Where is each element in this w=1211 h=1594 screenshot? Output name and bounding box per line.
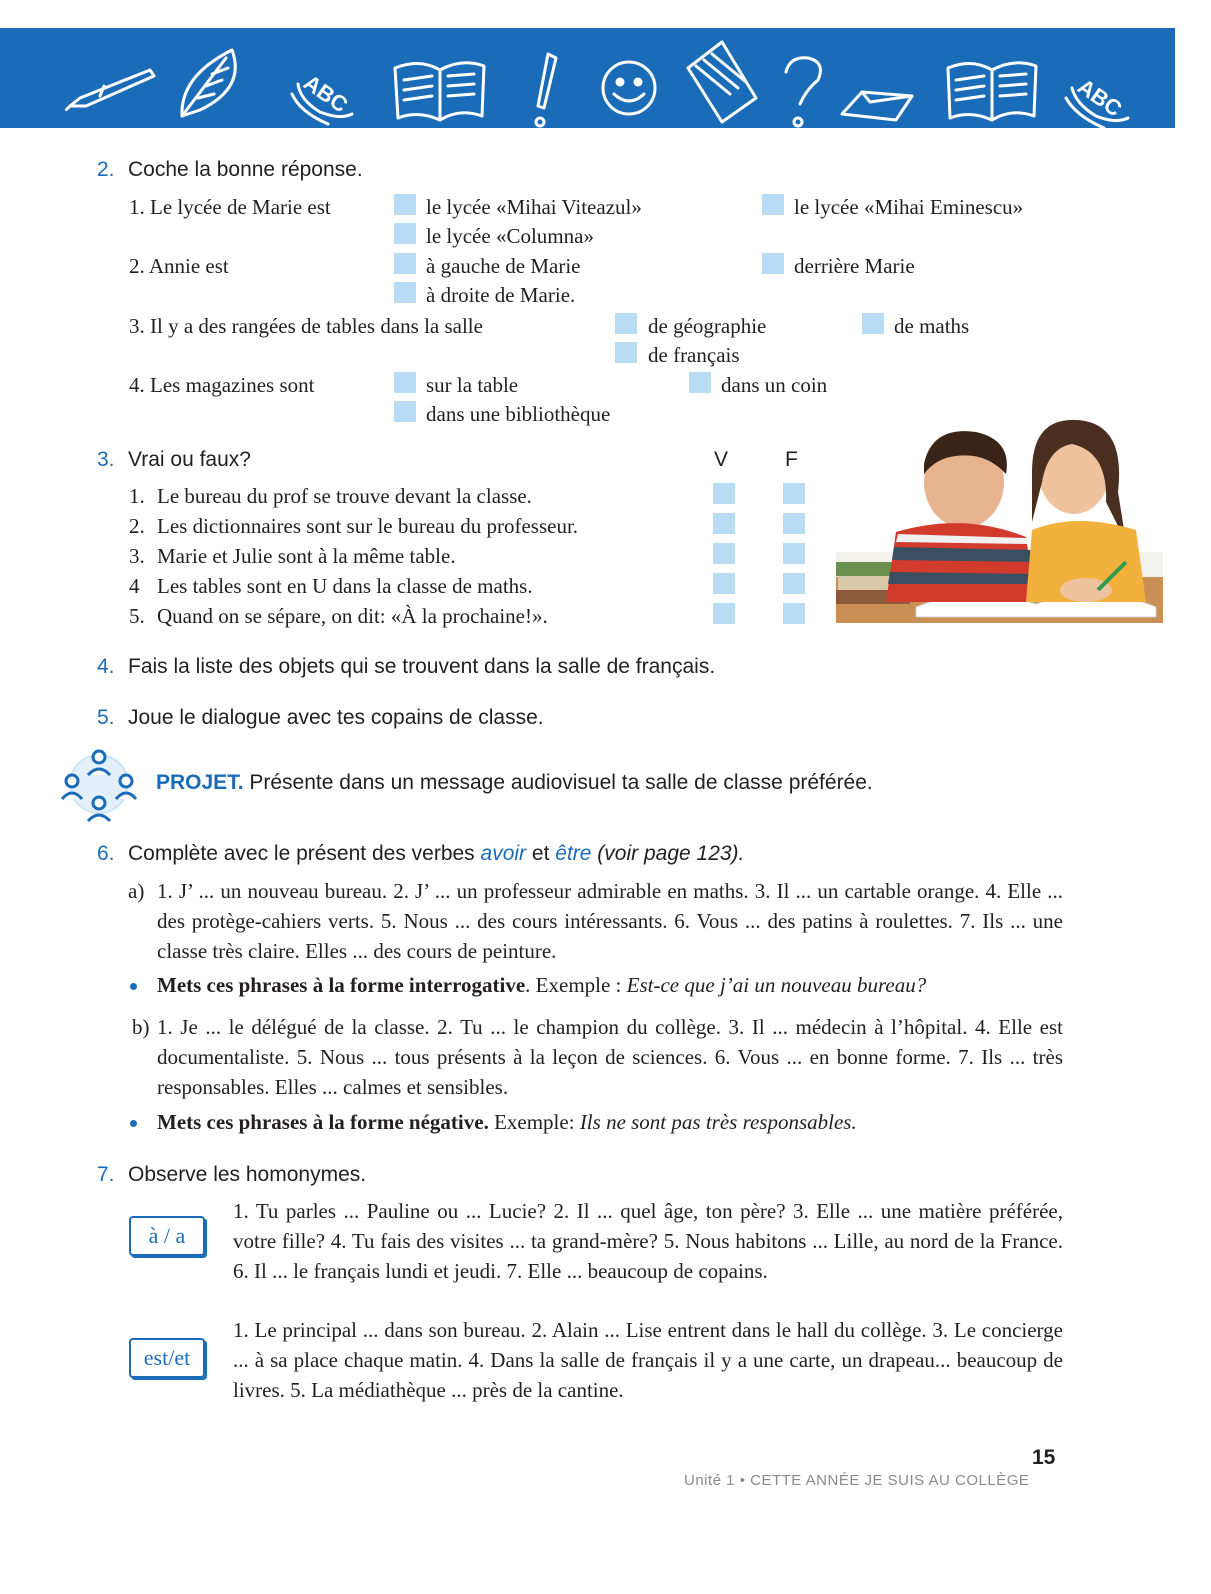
item-number: 4: [129, 574, 140, 598]
separator: •: [739, 1472, 746, 1489]
smiley-icon: [603, 62, 655, 114]
option-label: le lycée «Columna»: [426, 224, 594, 248]
paintbrush-icon: [66, 70, 154, 110]
question-stem: 1. Le lycée de Marie est: [129, 195, 331, 219]
instruction: [157, 970, 926, 1000]
example-text: Est-ce que j’ai un nouveau bureau?: [626, 973, 927, 997]
example-label: . Exemple :: [525, 973, 622, 997]
example-label: Exemple:: [494, 1110, 575, 1134]
column-header-faux: F: [785, 448, 798, 471]
homonym-box: à / a: [129, 1216, 205, 1256]
leaf-icon: [182, 50, 235, 116]
checkbox-faux[interactable]: [783, 483, 805, 504]
question-stem: 2. Annie est: [129, 254, 229, 278]
and-text: et: [531, 842, 550, 865]
option-label: de français: [648, 343, 740, 367]
option-label: sur la table: [426, 373, 519, 397]
title-text: Complète avec le présent des verbes: [128, 842, 475, 865]
exercise-title: Coche la bonne réponse.: [128, 158, 363, 181]
project-line: [156, 771, 873, 795]
unit-title: CETTE ANNÉE JE SUIS AU COLLÈGE: [750, 1472, 1030, 1489]
project-label: PROJET.: [156, 771, 244, 794]
checkbox-faux[interactable]: [783, 513, 805, 534]
notebook-icon: [688, 42, 756, 122]
item-number: 3.: [129, 544, 145, 568]
exercise-text: 1. Le principal ... dans son bureau. 2. Alain ... Lise entrent dans le hall du collège. 3. Le concierge ... à sa place chaque matin. 4. Dans la salle de français il y a une carte, un drapeau... beaucoup de livres. 5. La médiathèque ... près de la cantine.: [233, 1318, 1063, 1402]
page-reference: (voir page 123).: [597, 842, 745, 865]
verb-etre: être: [555, 842, 592, 865]
option-label: le lycée «Mihai Viteazul»: [426, 195, 642, 219]
question-stem: 3. Il y a des rangées de tables dans la salle: [129, 314, 483, 338]
part-label: b): [132, 1015, 150, 1039]
question-stem: 4. Les magazines sont: [129, 373, 315, 397]
banner-icons: [0, 28, 1175, 128]
bullet-icon: [130, 983, 137, 990]
option-label: à droite de Marie.: [426, 283, 576, 307]
bullet-icon: [130, 1120, 137, 1127]
option-label: de maths: [894, 314, 970, 338]
part-label: a): [128, 879, 145, 903]
item-number: 2.: [129, 514, 145, 538]
open-book-icon: [948, 63, 1036, 120]
instruction-bold: Mets ces phrases à la forme négative.: [157, 1110, 489, 1134]
checkbox[interactable]: [394, 282, 416, 303]
checkbox[interactable]: [615, 342, 637, 363]
exercise-number: 2.: [97, 158, 115, 181]
checkbox[interactable]: [615, 313, 637, 334]
exercise-text: 1. J’ ... un nouveau bureau. 2. J’ ... un professeur admirable en maths. 3. Il ... un cartable orange. 4. Elle ... des protège-cahiers verts. 5. Nous ... des cours intéressants. 6. Vous ... des patins à roulettes. 7. Ils ... une classe très claire. Elles ... des cours de peinture.: [157, 879, 1063, 963]
exercise-text: 1. Je ... le délégué de la classe. 2. Tu ... le champion du collège. 3. Il ... médecin à l’hôpital. 4. Elle est documentaliste. 5. Nous ... tous présents à la leçon de sciences. 6. Vous ... en bonne forme. 7. Ils ... très responsables. Elles ... calmes et sensibles.: [157, 1015, 1063, 1099]
exercise-title: Vrai ou faux?: [128, 448, 251, 471]
checkbox[interactable]: [394, 194, 416, 215]
exercise-number: 6.: [97, 842, 115, 865]
header-banner: [0, 28, 1175, 128]
exercise-title: Observe les homonymes.: [128, 1163, 367, 1186]
exercise-title: Fais la liste des objets qui se trouvent dans la salle de français.: [128, 655, 716, 678]
unit-label: Unité 1: [684, 1472, 736, 1489]
statement: Les tables sont en U dans la classe de maths.: [157, 574, 533, 598]
exercise-number: 4.: [97, 655, 115, 678]
option-label: le lycée «Mihai Eminescu»: [794, 195, 1024, 219]
abc-text: ABC: [299, 69, 353, 118]
checkbox-vrai[interactable]: [713, 573, 735, 594]
option-label: à gauche de Marie: [426, 254, 581, 278]
project-text: Présente dans un message audiovisuel ta salle de classe préférée.: [249, 771, 873, 794]
footer-unit: [684, 1472, 1029, 1489]
exercise-number: 5.: [97, 706, 115, 729]
exercise-text: 1. Tu parles ... Pauline ou ... Lucie? 2. Il ... quel âge, ton père? 3. Elle ... une matière préférée, votre fille? 4. Tu fais des visites ... ta grand-mère? 5. Nous habitons ... Lille, au nord de la France. 6. Il ... le français lundi et jeudi. 7. Elle ... beaucoup de copains.: [233, 1199, 1063, 1283]
checkbox[interactable]: [394, 372, 416, 393]
exercise-title: Joue le dialogue avec tes copains de classe.: [128, 706, 544, 729]
statement: Marie et Julie sont à la même table.: [157, 544, 456, 568]
question-icon: [786, 58, 820, 126]
exclamation-icon: [536, 54, 556, 126]
option-label: dans un coin: [721, 373, 828, 397]
checkbox-vrai[interactable]: [713, 513, 735, 534]
option-label: de géographie: [648, 314, 767, 338]
group-project-icon: [60, 745, 138, 823]
column-header-vrai: V: [714, 448, 729, 471]
checkbox-faux[interactable]: [783, 573, 805, 594]
instruction-bold: Mets ces phrases à la forme interrogative: [157, 973, 526, 997]
abc-text: ABC: [1073, 73, 1127, 122]
exercise-number: 7.: [97, 1163, 115, 1186]
checkbox[interactable]: [394, 253, 416, 274]
checkbox[interactable]: [862, 313, 884, 334]
eraser-icon: [842, 92, 912, 120]
instruction: [157, 1107, 857, 1137]
option-label: derrière Marie: [794, 254, 915, 278]
statement: Les dictionnaires sont sur le bureau du professeur.: [157, 514, 579, 538]
checkbox[interactable]: [762, 194, 784, 215]
checkbox-faux[interactable]: [783, 603, 805, 624]
item-number: 5.: [129, 604, 145, 628]
checkbox[interactable]: [762, 253, 784, 274]
checkbox[interactable]: [394, 223, 416, 244]
statement: Quand on se sépare, on dit: «À la prochaine!».: [157, 604, 548, 628]
page-number: 15: [1032, 1446, 1056, 1469]
exercise-number: 3.: [97, 448, 115, 471]
verb-avoir: avoir: [480, 842, 527, 865]
checkbox-vrai[interactable]: [713, 603, 735, 624]
open-book-icon: [395, 63, 484, 120]
option-label: dans une bibliothèque: [426, 402, 611, 426]
exercise-title: [128, 842, 744, 866]
checkbox[interactable]: [689, 372, 711, 393]
statement: Le bureau du prof se trouve devant la classe.: [157, 484, 532, 508]
example-text: Ils ne sont pas très responsables.: [579, 1110, 857, 1134]
item-number: 1.: [129, 484, 145, 508]
children-studying-photo: [836, 412, 1163, 623]
checkbox-faux[interactable]: [783, 543, 805, 564]
checkbox[interactable]: [394, 401, 416, 422]
homonym-box: est/et: [129, 1338, 205, 1378]
checkbox-vrai[interactable]: [713, 483, 735, 504]
checkbox-vrai[interactable]: [713, 543, 735, 564]
